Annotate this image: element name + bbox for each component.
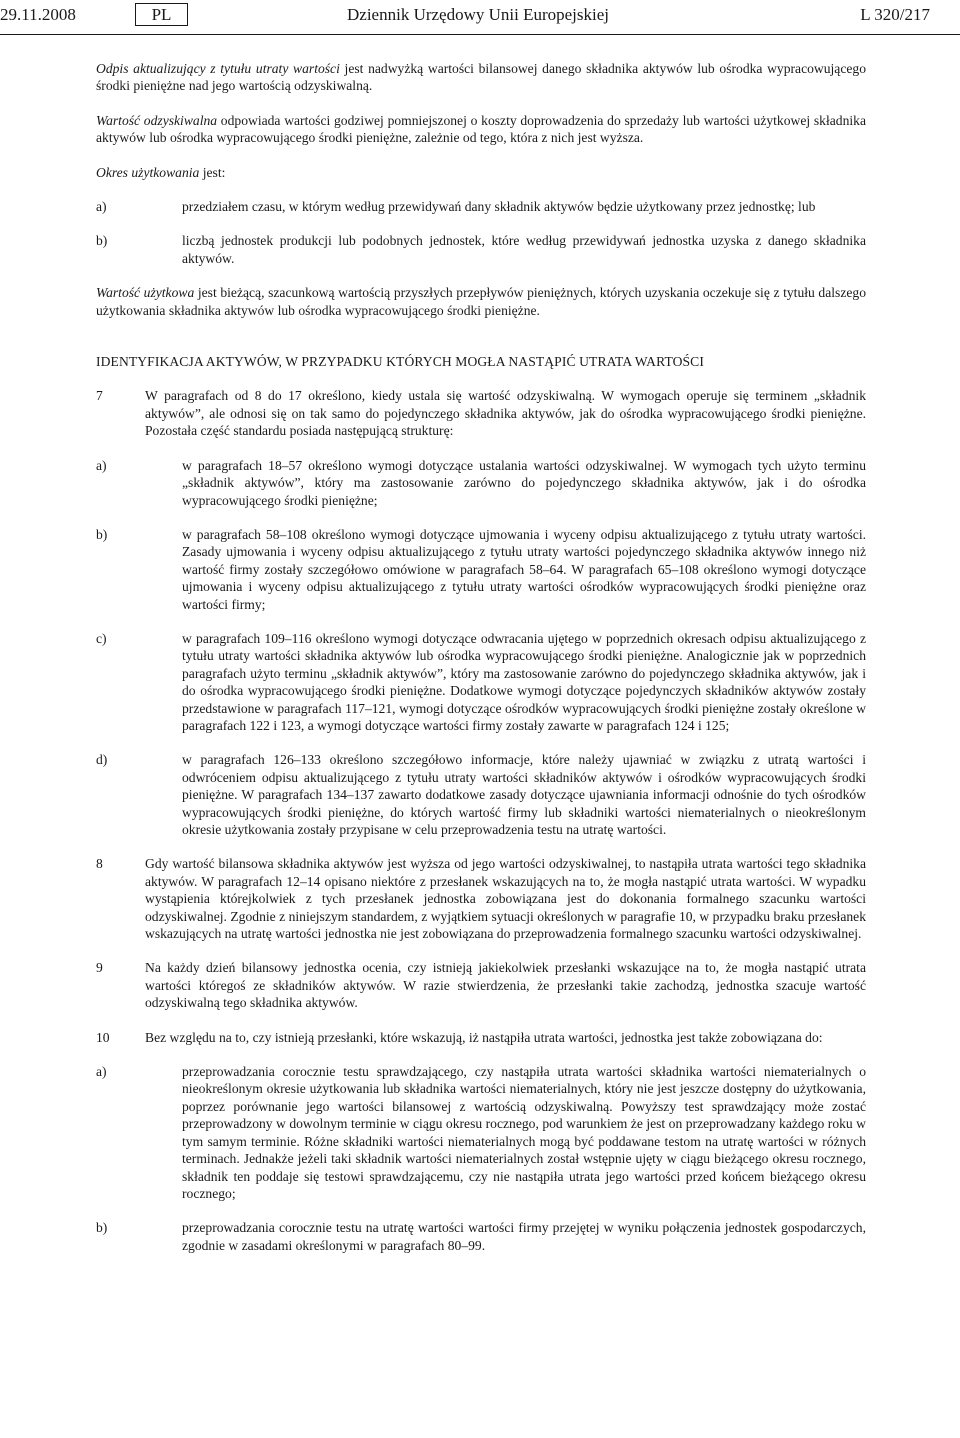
document-body (96, 60, 866, 1271)
paragraph-8 (96, 855, 866, 942)
section-heading: IDENTYFIKACJA AKTYWÓW, W PRZYPADKU KTÓRYCH MOGŁA NASTĄPIĆ UTRATA WARTOŚCI (96, 354, 704, 370)
list-label: d) (96, 752, 108, 768)
journal-title: Dziennik Urzędowy Unii Europejskiej (347, 5, 610, 24)
paragraph-number: 8 (96, 856, 103, 872)
list-text: w paragrafach 58–108 określono wymogi dotyczące ujmowania i wyceny odpisu aktualizującego z tytułu utraty wartości. Zasady ujmowania i wyceny odpisu aktualizującego z tytułu utraty wartości pojedynczego składnika aktywów innego niż wartość firmy zostały szczegółowo omówione w paragrafach 58–64. W paragrafach 65–108 określono wymogi dotyczące ujmowania i wyceny odpisu aktualizującego z tytułu utraty wartości ośrodków wypracowujących środki pieniężne oraz wartości firmy; (182, 526, 866, 612)
list-item (96, 630, 866, 734)
paragraph-text: W paragrafach od 8 do 17 określono, kiedy ustala się wartość odzyskiwalną. W wymogach operuje się terminem „składnik aktywów”, ale odnosi się on tak samo do pojedynczego składnika aktywów, jak do ośrodka wypracowującego środki pieniężne. Pozostała część standardu posiada następującą strukturę: (145, 388, 866, 439)
list-text: przeprowadzania corocznie testu sprawdzającego, czy nastąpiła utrata wartości składnika wartości niematerialnych o nieokreślonym okresie użytkowania lub składnika wartości niematerialnych, który nie jest jeszcze dostępny do użytkowania, poprzez porównanie jego wartości bilansowej z wartością odzyskiwalną. Powyższy test sprawdzający może zostać przeprowadzony w dowolnym terminie w ciągu okresu rocznego, pod warunkiem że jest on przeprowadzany każdego roku w tym samym terminie. Różne składniki wartości niematerialnych mogą być poddawane testom na utratę wartości w różnych terminach. Jednakże jeżeli taki składnik wartości niematerialnych został wstępnie ujęty w ciągu bieżącego okresu rocznego, składnik ten poddaje się testowi sprawdzającemu, czy nie nastąpiła utrata jego wartości przed końcem bieżącego okresu rocznego; (182, 1064, 866, 1201)
list-label: b) (96, 526, 108, 542)
definition-value-in-use (96, 284, 866, 319)
paragraph-number: 9 (96, 960, 103, 976)
list-text: w paragrafach 109–116 określono wymogi dotyczące odwracania ujętego w poprzednich okresach odpisu aktualizującego z tytułu utraty wartości składnika aktywów lub ośrodka wypracowującego środki pieniężne. Analogicznie jak w poprzednich paragrafach użyto terminu „składnik aktywów”, który ma zastosowanie zarówno do pojedynczego składnika aktywów, jak i do ośrodka wypracowującego środki pieniężne. Dodatkowe wymogi dotyczące pojedynczych składników aktywów zostały przedstawione w paragrafach 117–121, wymogi dotyczące ośrodków wypracowujących środki pieniężne zostały określone w paragrafach 122 i 123, a wymogi dotyczące wartości firmy zostały zawarte w paragrafach 124 i 125; (182, 630, 866, 733)
list-text: w paragrafach 18–57 określono wymogi dotyczące ustalania wartości odzyskiwalnej. W wymogach tych użyto terminu „składnik aktywów”, który ma zastosowanie zarówno do pojedynczego składnika aktywów, jak i do ośrodka wypracowującego środki pieniężne; (182, 457, 866, 508)
term-impairment: Odpis aktualizujący z tytułu utraty wartości (96, 61, 340, 76)
list-text: w paragrafach 126–133 określono szczegółowo informacje, które należy ujawniać w związku z utratą wartości i odwróceniem odpisu aktualizującego z tytułu utraty wartości składników aktywów i ośrodków wypracowujących środki pieniężne. W paragrafach 134–137 zawarto dodatkowe zasady dotyczące ujawniania informacji odnośnie do tych ośrodków wypracowujących środki pieniężne, do których wartość firmy lub składniki wartości niematerialnych o nieokreślonym okresie użytkowania zostały przypisane w celu przeprowadzenia testu na utratę wartości. (182, 752, 866, 837)
definition-recoverable (96, 112, 866, 147)
list-item (96, 198, 866, 215)
list-item (96, 526, 866, 613)
paragraph-9 (96, 959, 866, 1011)
paragraph-7 (96, 387, 866, 439)
page-header (0, 0, 960, 32)
list-item (96, 457, 866, 509)
term-recoverable: Wartość odzyskiwalna (96, 112, 218, 128)
definition-impairment (96, 60, 866, 95)
definition-text: odpowiada wartości godziwej pomniejszonej o koszty doprowadzenia do sprzedaży lub wartości użytkowej składnika aktywów lub ośrodka wypracowującego środki pieniężne, zależnie od tego, która z nich jest wyższa. (96, 112, 866, 146)
list-label: a) (96, 1064, 107, 1080)
paragraph-text: Gdy wartość bilansowa składnika aktywów jest wyższa od jego wartości odzyskiwalnej, to nastąpiła utrata wartości tego składnika aktywów. W paragrafach 12–14 opisano niektóre z przesłanek wskazujących na to, że mogła nastąpić utrata wartości. W wypadku wystąpienia którejkolwiek z tych przesłanek jednostka zobowiązana jest do dokonania formalnego szacunku wartości odzyskiwalnej. Zgodnie z niniejszym standardem, z wyjątkiem sytuacji określonych w paragrafie 10, w przypadku braku przesłanek wskazujących na utratę wartości jednostka nie jest zobowiązana do przeprowadzenia formalnego szacunku wartości odzyskiwalnej. (145, 856, 866, 942)
list-text: przedziałem czasu, w którym według przewidywań dany składnik aktywów będzie użytkowany przez jednostkę; lub (182, 199, 816, 215)
list-item (96, 751, 866, 838)
list-label: c) (96, 630, 107, 646)
list-item (96, 232, 866, 267)
page-reference: L 320/217 (860, 5, 930, 24)
list-text: przeprowadzania corocznie testu na utratę wartości wartości firmy przejętej w wyniku połączenia jednostek gospodarczych, zgodnie w zasadami określonymi w paragrafach 80–99. (182, 1220, 866, 1253)
paragraph-text: Bez względu na to, czy istnieją przesłanki, które wskazują, iż nastąpiła utrata wartości, jednostka jest także zobowiązana do: (145, 1029, 823, 1045)
paragraph-number: 10 (96, 1029, 110, 1045)
list-label: b) (96, 1220, 108, 1236)
definition-text: jest bieżącą, szacunkową wartością przyszłych przepływów pieniężnych, których uzyskania oczekuje się z tytułu dalszego użytkowania składnika aktywów lub ośrodka wypracowującego środki pieniężne. (96, 285, 866, 318)
list-label: b) (96, 233, 108, 249)
paragraph-text: Na każdy dzień bilansowy jednostka ocenia, czy istnieją jakiekolwiek przesłanki wskazujące na to, że mogła nastąpić utrata wartości któregoś ze składników aktywów. W razie stwierdzenia, że przesłanki takie zachodzą, jednostka szacuje wartość odzyskiwalną tego składnika aktywów. (145, 960, 866, 1011)
list-text: liczbą jednostek produkcji lub podobnych jednostek, które według przewidywań jednostka uzyska z danego składnika aktywów. (182, 233, 866, 266)
paragraph-number: 7 (96, 388, 103, 404)
list-label: a) (96, 199, 107, 215)
definition-text: jest: (199, 164, 226, 180)
term-value-in-use: Wartość użytkowa (96, 285, 195, 301)
paragraph-10 (96, 1029, 866, 1046)
publication-date: 29.11.2008 (0, 5, 76, 24)
list-item (96, 1063, 866, 1202)
definition-text: jest nadwyżką wartości bilansowej danego składnika aktywów lub ośrodka wypracowującego środki pieniężne nad jego wartością odzyskiwalną. (96, 61, 867, 94)
list-item (96, 1219, 866, 1254)
language-code-box: PL (135, 3, 188, 26)
definition-useful-life (96, 164, 866, 181)
term-useful-life: Okres użytkowania (96, 164, 200, 180)
list-label: a) (96, 457, 107, 473)
header-rule (0, 34, 960, 35)
